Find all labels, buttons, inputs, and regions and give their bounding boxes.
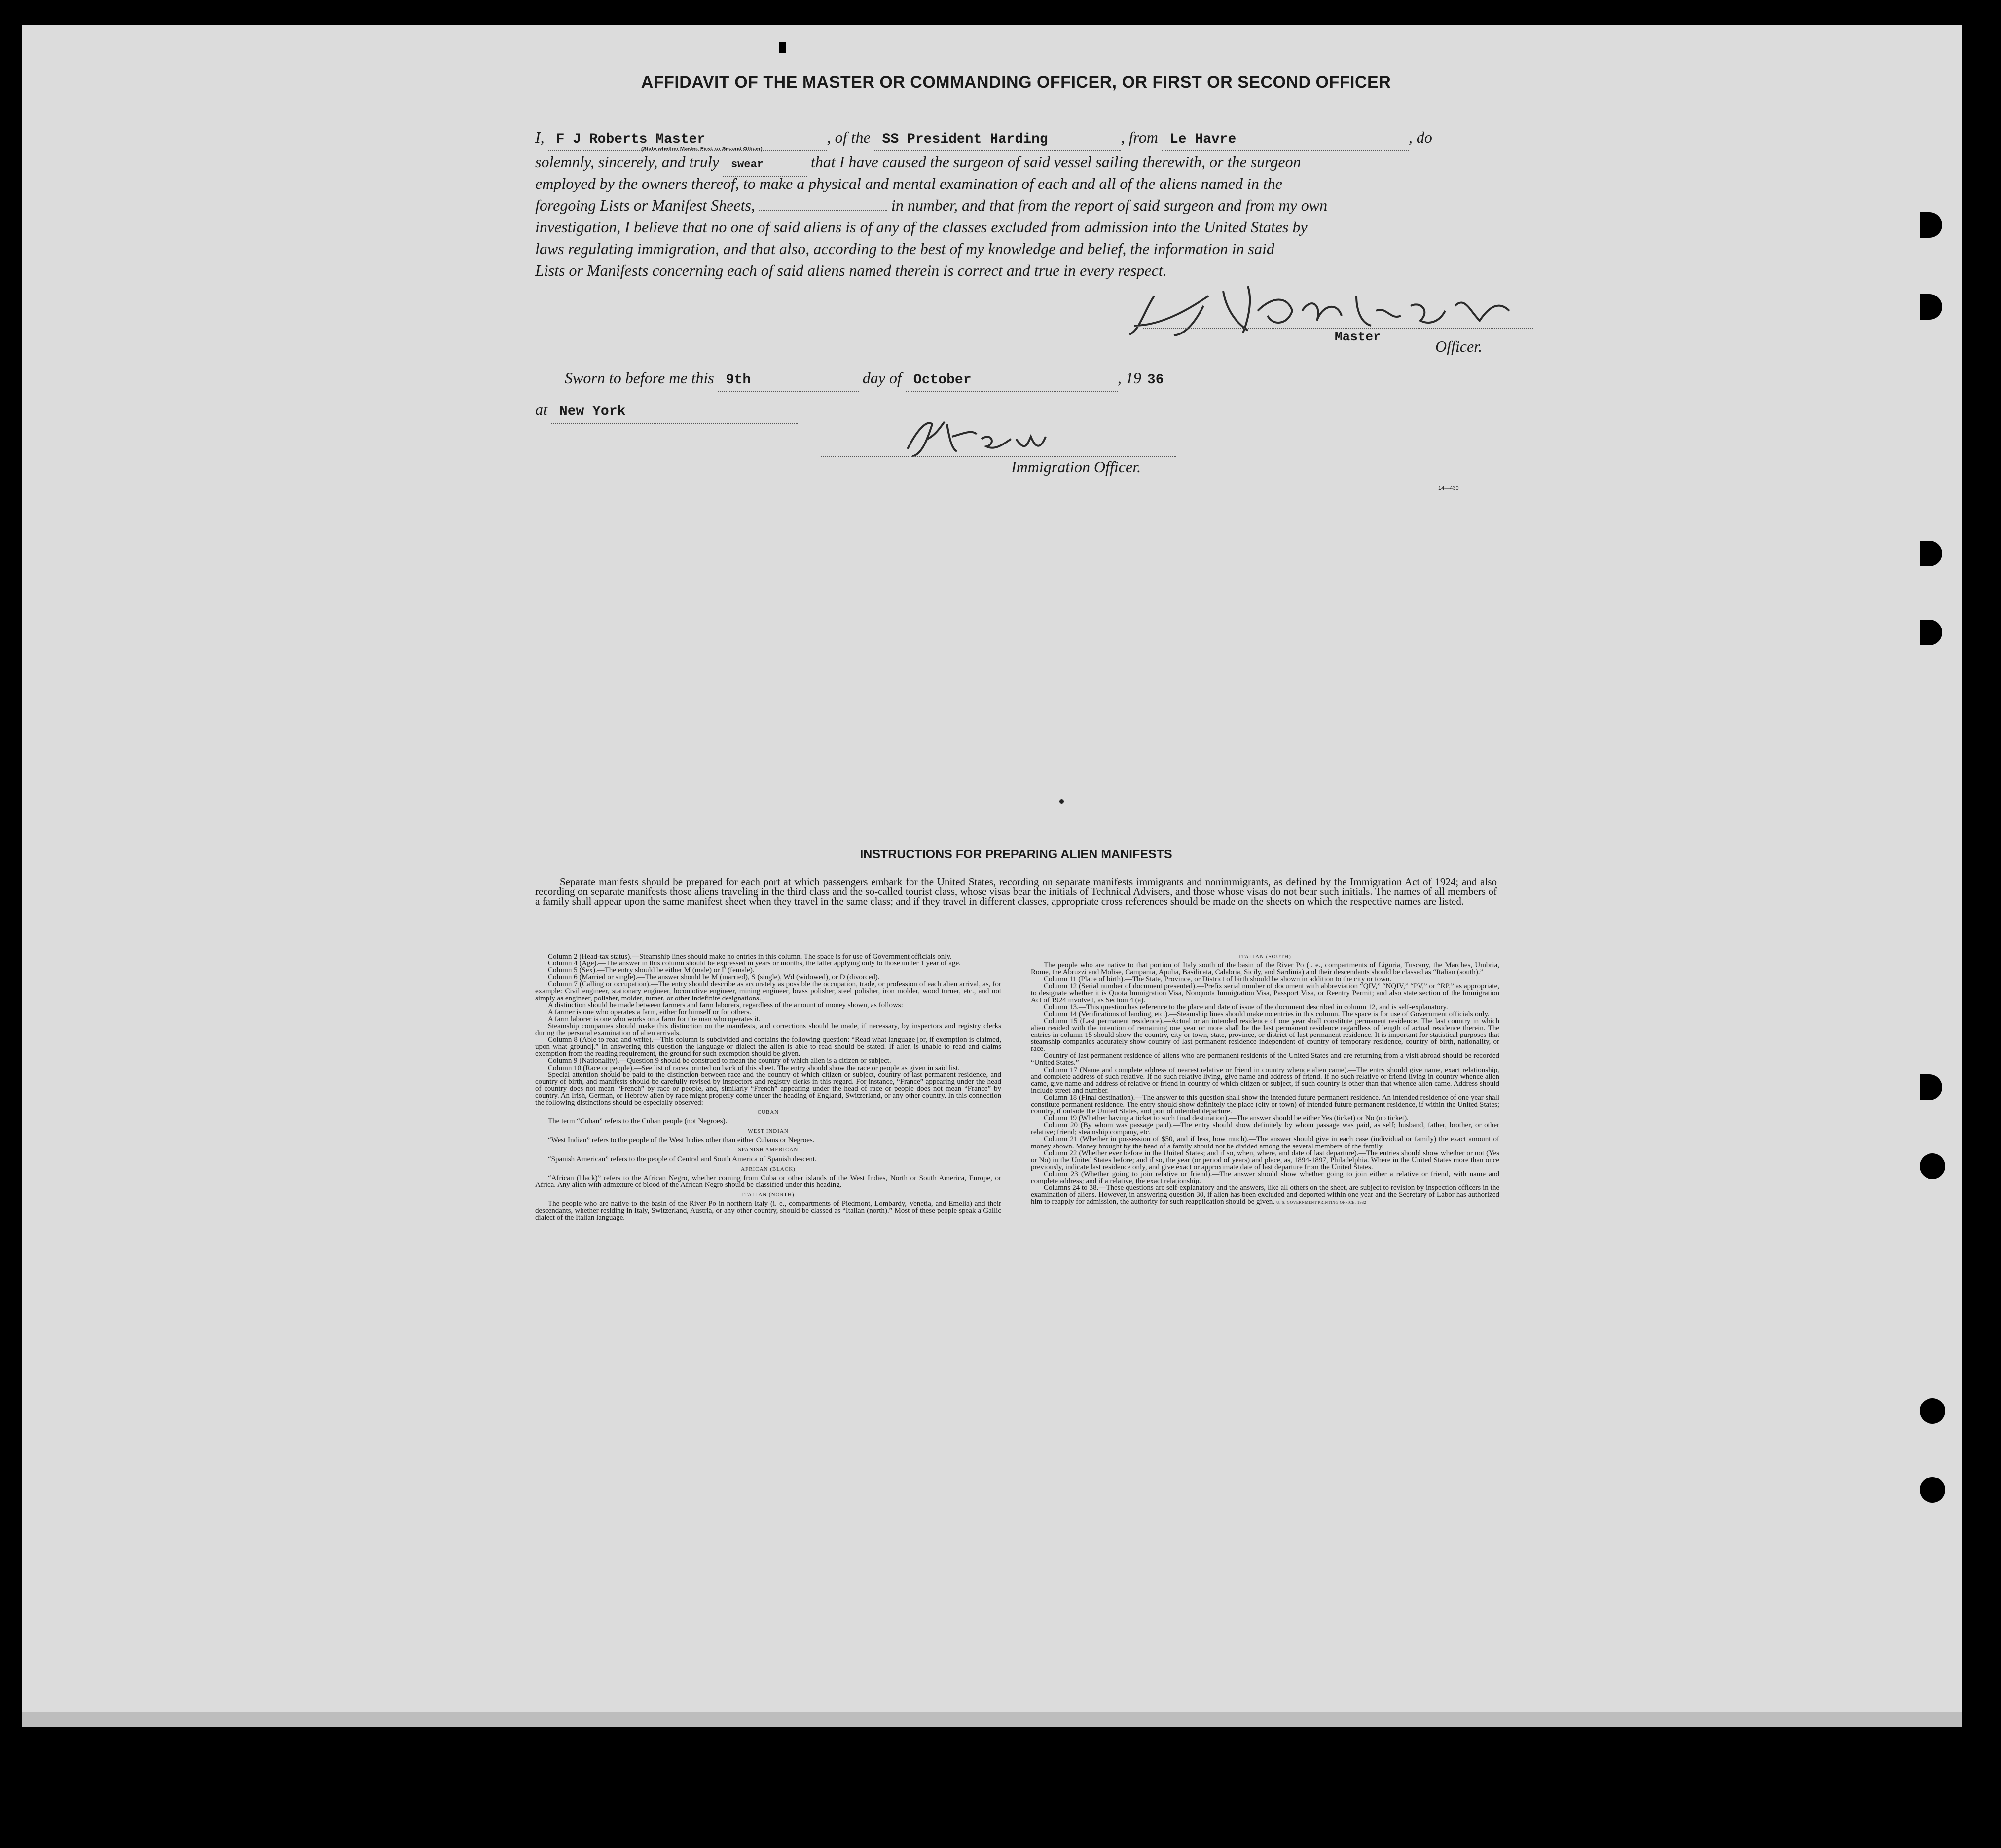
instruction-paragraph: Column 10 (Race or people).—See list of races printed on back of this sheet. The entry should show the race or people as given in said list. [548, 1064, 960, 1072]
instruction-paragraph: Column 19 (Whether having a ticket to such final destination).—The answer should be either Yes (ticket) or No (no ticket). [1044, 1114, 1409, 1123]
instruction-paragraph: Column 20 (By whom was passage paid).—The entry should show definitely by whom passage was paid, as self; husband, father, brother, or other relative; friend; steamship company, etc. [1031, 1121, 1499, 1137]
instructions-intro: Separate manifests should be prepared for each port at which passengers embark for the United States, recording on separate manifests immigrants and nonimmigrants, as defined by the Immigration Act of 1924; and also recording on separate manifests those aliens traveling in the third class and the so-called tourist class, whose visas bear the initials of Technical Advisers, and those whose visas do not bear such initials. The names of all members of a family shall appear upon the same manifest sheet when they travel in the same class; and if they travel in different classes, appropriate cross references should be made on the sheets on which the respective names are listed. [535, 876, 1497, 907]
instruction-paragraph: “West Indian” refers to the people of the West Indies other than either Cubans or Negroes. [548, 1136, 815, 1145]
section-heading-african: AFRICAN (BLACK) [741, 1166, 796, 1172]
year-prefix: , 19 [1117, 369, 1141, 387]
punch-hole [1920, 1477, 1945, 1503]
immigration-officer-label: Immigration Officer. [1011, 458, 1141, 476]
instructions-left-column [535, 953, 1001, 1221]
form-number: 14—430 [1438, 485, 1459, 491]
immigration-signature-line [821, 456, 1176, 457]
instruction-paragraph: Column 18 (Final destination).—The answer to this question shall show the intended future permanent residence. An intended residence of one year shall constitute permanent residence. The entry should show definitely the place (city or town) of intended future permanent residence, if within the United States; country, if outside the United States, and port of intended departure. [1031, 1093, 1499, 1116]
affidavit-i: I, [535, 128, 545, 146]
day-field [718, 367, 859, 392]
affidavit-text: in number, and that from the report of said surgeon and from my own [891, 196, 1328, 214]
section-heading-spanish-american: SPANISH AMERICAN [738, 1147, 799, 1153]
sworn-line [565, 367, 1591, 392]
officer-label: Officer. [1435, 337, 1483, 355]
instruction-paragraph: Column 5 (Sex).—The entry should be either M (male) or F (female). [548, 966, 755, 975]
affidavit-title: AFFIDAVIT OF THE MASTER OR COMMANDING OFFICER, OR FIRST OR SECOND OFFICER [641, 73, 1391, 92]
port-from: Le Havre [1169, 132, 1237, 147]
sworn-day: 9th [726, 372, 751, 388]
place-field [551, 399, 798, 424]
paper-tear [779, 42, 786, 53]
instruction-paragraph: The people who are native to that portion of Italy south of the basin of the River Po (i. e., compartments of Liguria, Tuscany, the Marches, Umbria, Rome, the Abruzzi and Molise, Campania, Apulia, Basilicata, Calabria, Sicily, and Sardinia) and their descendants should be classed as “Italian (south).” [1031, 961, 1499, 977]
instruction-paragraph [1031, 1184, 1499, 1206]
instruction-paragraph: A distinction should be made between farmers and farm laborers, regardless of the amount of money shown, as follows: [548, 1001, 903, 1009]
instruction-paragraph: Column 8 (Able to read and write).—This column is subdivided and contains the following question: “Read what language [or, if exemption is claimed, upon what ground].” In answering this question the language or dialect the alien is able to read should be stated. If alien is unable to read and claims exemption from the reading requirement, the ground for such exemption should be given. [535, 1036, 1001, 1058]
affidavit-line-4 [535, 194, 1561, 216]
officer-rank: Master [1335, 330, 1381, 344]
vessel-name: SS President Harding [882, 132, 1048, 147]
sworn-prefix: Sworn to before me this [565, 369, 714, 387]
instruction-paragraph: Column 4 (Age).—The answer in this column should be expressed in years or months, the latter applying only to those under 1 year of age. [548, 960, 961, 968]
affidavit-line-3: employed by the owners thereof, to make a physical and mental examination of each and all of the aliens named in the [535, 175, 1282, 192]
affidavit-line-7: Lists or Manifests concerning each of said aliens named therein is correct and true in every respect. [535, 261, 1167, 279]
instruction-paragraph: Column 13.—This question has reference to the place and date of issue of the document described in column 12, and is self-explanatory. [1044, 1003, 1448, 1011]
sworn-year: 36 [1147, 372, 1164, 388]
affidavit-text: foregoing Lists or Manifest Sheets, [535, 196, 755, 214]
instructions-right-column [1031, 953, 1499, 1206]
port-field [1162, 126, 1409, 151]
month-field [906, 367, 1118, 392]
instruction-paragraph: “African (black)” refers to the African Negro, whether coming from Cuba or other islands of the West Indies, North or South America, Europe, or Africa. Any alien with admixture of blood of the African Negro should be classified under this heading. [535, 1174, 1001, 1189]
sworn-place: New York [559, 404, 626, 419]
affidavit-line-6: laws regulating immigration, and that also, according to the best of my knowledge and belief, the information in said [535, 240, 1274, 258]
sworn-month: October [913, 372, 972, 388]
section-heading-west-indian: WEST INDIAN [748, 1128, 789, 1135]
affidavit-of-the: , of the [827, 128, 871, 146]
immigration-officer-signature [898, 414, 1075, 459]
instruction-paragraph: “Spanish American” refers to the people of Central and South America of Spanish descent. [548, 1155, 817, 1163]
instruction-text: Columns 24 to 38.—These questions are self-explanatory and the answers, like all others on the sheet, are subject to revision by inspection officers in the examination of aliens. However, in answering question 30, if alien has been excluded and deported within one year and the Secretary of Labor has authorized him to reapply for admission, the authority for such reapplication should be given. [1031, 1184, 1499, 1206]
instruction-paragraph: Column 7 (Calling or occupation).—The entry should describe as accurately as possible the occupation, trade, or profession of each alien arrival, as, for example: Civil engineer, stationary engineer, locomotive engineer, mining engineer, brass polisher, steel polisher, iron molder, wood turner, etc., and not simply as engineer, polisher, molder, turner, or other indefinite designations. [535, 980, 1001, 1002]
instruction-paragraph: Column 6 (Married or single).—The answer should be M (married), S (single), Wd (widowed), or D (divorced). [548, 973, 880, 982]
master-signature-line [1143, 328, 1533, 329]
printing-office-note: U. S. GOVERNMENT PRINTING OFFICE: 1932 [1276, 1200, 1367, 1205]
instruction-paragraph: The term “Cuban” refers to the Cuban people (not Negroes). [548, 1117, 728, 1126]
sheet-bottom-edge [22, 1712, 1962, 1727]
affidavit-line-5: investigation, I believe that no one of said aliens is of any of the classes excluded from admission into the United States by [535, 218, 1308, 236]
section-heading-italian-north: ITALIAN (NORTH) [742, 1191, 795, 1198]
affidavit-text: solemnly, sincerely, and truly [535, 153, 719, 171]
punch-hole [1920, 1153, 1945, 1179]
instructions-title: INSTRUCTIONS FOR PREPARING ALIEN MANIFESTS [860, 848, 1172, 861]
affidavit-from: , from [1121, 128, 1158, 146]
at-label: at [535, 401, 547, 418]
instruction-paragraph: Country of last permanent residence of aliens who are permanent residents of the United States and are returning from a visit abroad should be recorded “United States.” [1031, 1052, 1499, 1067]
punch-hole [1920, 1398, 1945, 1424]
instruction-paragraph: Column 22 (Whether ever before in the United States; and if so, when, where, and date of last departure).—The entries should show whether or not (Yes or No) in the United States before; and if so, the year (or period of years) and place, as, 1894-1897, Philadelphia. Where in the United States more than once previously, indicate last residence only, and give exact or approximate date of last departure from the United States. [1031, 1149, 1499, 1171]
instruction-paragraph: Column 21 (Whether in possession of $50, and if less, how much).—The answer should give in each case (individual or family) the exact amount of money shown. Money brought by the head of a family should not be divided among the several members of the family. [1031, 1135, 1499, 1150]
officer-name: F J Roberts Master [556, 132, 706, 147]
instruction-paragraph: Special attention should be paid to the distinction between race and the country of which citizen or subject, country of last permanent residence, and country of birth, and manifests should be carefully revised by inspectors and registry clerks in this regard. For instance, “France” appearing under the head of country does not mean “French” by race or people, and, similarly “French” appearing under the head of race or people does not mean “France” by country. An Irish, German, or Hebrew alien by race might properly come under the heading of England, Switzerland, or any other country. In this connection the following distinctions should be especially observed: [535, 1071, 1001, 1107]
vessel-field [874, 126, 1121, 151]
instruction-paragraph: Steamship companies should make this distinction on the manifests, and corrections should be made, if necessary, by inspectors and registry clerks during the personal examination of alien arrivals. [535, 1022, 1001, 1037]
sheet-count-field [759, 210, 887, 211]
section-heading-italian-south: ITALIAN (SOUTH) [1239, 954, 1291, 960]
instruction-paragraph: Column 9 (Nationality).—Question 9 should be construed to mean the country of which alien is a citizen or subject. [548, 1057, 891, 1065]
dust-speck [1059, 799, 1064, 804]
section-heading-cuban: CUBAN [757, 1109, 779, 1116]
instruction-paragraph: Column 15 (Last permanent residence).—Actual or an intended residence of one year shall constitute permanent residence. The last country in which alien resided with the intention of remaining one year or more shall be the last permanent residence regardless of length of actual residence therein. The entries in column 15 should show the country, city or town, state, province, or district of last permanent residence. It is important for statistical purposes that steamship companies accurately show country of last permanent residence independent of country of temporary residence, country of birth, nationality, or race. [1031, 1017, 1499, 1053]
affidavit-text: that I have caused the surgeon of said vessel sailing therewith, or the surgeon [810, 153, 1301, 171]
instruction-paragraph: Column 23 (Whether going to join relative or friend).—The answer should show whether going to join either a relative or friend, with name and complete address; and if a relative, the exact relationship. [1031, 1170, 1499, 1185]
instruction-paragraph: Column 11 (Place of birth).—The State, Province, or District of birth should be shown in addition to the city or town. [1044, 975, 1392, 984]
instruction-paragraph: Column 2 (Head-tax status).—Steamship lines should make no entries in this column. The space is for use of Government officials only. [548, 953, 952, 961]
affidavit-do: , do [1408, 128, 1432, 146]
day-of: day of [862, 369, 902, 387]
oath-word: swear [730, 158, 764, 171]
instruction-paragraph: Column 12 (Serial number of document presented).—Prefix serial number of document with abbreviation “QIV,” “NQIV,” “PV,” or “RP,” as appropriate, to designate whether it is Quota Immigration Visa, Nonquota Immigration Visa, Passport Visa, or Reentry Permit; and also state section of the Immigration Act of 1924 involved, as Section 4 (a). [1031, 982, 1499, 1004]
instruction-paragraph: Column 14 (Verifications of landing, etc.).—Steamship lines should make no entries in this column. The space is for use of Government officials only. [1044, 1010, 1490, 1018]
instruction-paragraph: A farmer is one who operates a farm, either for himself or for others. [548, 1008, 751, 1016]
instruction-paragraph: The people who are native to the basin of the River Po in northern Italy (i. e., compartments of Piedmont, Lombardy, Venetia, and Emelia) and their descendants, whether residing in Italy, Switzerland, Austria, or any other country, should be classed as “Italian (north).” Most of these people speak a Gallic dialect of the Italian language. [535, 1200, 1001, 1222]
instruction-paragraph: Column 17 (Name and complete address of nearest relative or friend in country whence alien came).—The entry should give name, exact relationship, and complete address of such relative. If no such relative living, give name and address of friend. If no such relative or friend living in country whence alien came, give name and address of relative or friend in country of which citizen or subject, if such country is other than that whence alien came. Address should include street and number. [1031, 1066, 1499, 1095]
role-note: (State whether Master, First, or Second Officer) [641, 146, 763, 152]
instruction-paragraph: A farm laborer is one who works on a farm for the man who operates it. [548, 1015, 761, 1023]
